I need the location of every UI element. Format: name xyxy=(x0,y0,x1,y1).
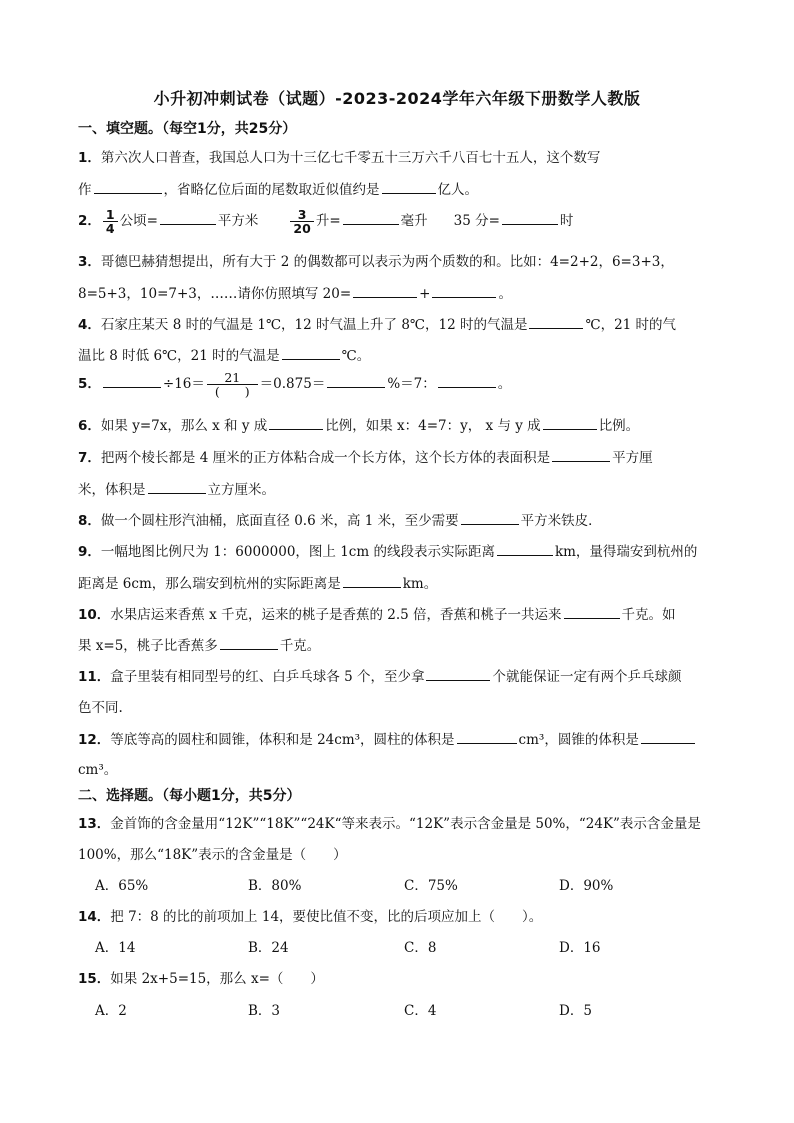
answer-blank[interactable] xyxy=(343,210,399,225)
fraction-numerator: 1 xyxy=(103,208,118,222)
question-text: 果 x=5，桃子比香蕉多 xyxy=(78,638,218,654)
fraction-denominator: 20 xyxy=(293,221,311,236)
question-text: 100%，那么“18K”表示的含金量是（ ） xyxy=(78,847,347,863)
option-b[interactable]: B．24 xyxy=(248,940,289,956)
answer-blank[interactable] xyxy=(564,604,620,619)
fraction-numerator: 21 xyxy=(207,371,258,385)
question-text: + xyxy=(419,286,431,302)
question-number: 5． xyxy=(78,376,101,392)
question-text: ÷16＝ xyxy=(162,376,205,392)
question-7-line-2 xyxy=(78,478,728,498)
option-c[interactable]: C．4 xyxy=(404,1003,437,1019)
answer-blank[interactable] xyxy=(94,179,162,194)
question-3-line-2 xyxy=(78,282,728,302)
question-text: 立方厘米。 xyxy=(207,482,275,498)
question-3-line-1 xyxy=(78,250,728,270)
option-d[interactable]: D．5 xyxy=(559,1003,592,1019)
fraction xyxy=(207,371,258,398)
question-number: 15． xyxy=(78,971,111,987)
question-8 xyxy=(78,509,728,529)
question-number: 4． xyxy=(78,317,101,333)
answer-blank[interactable] xyxy=(343,573,401,588)
question-number: 7． xyxy=(78,450,101,466)
question-text: km。 xyxy=(402,576,438,592)
question-text: ℃。 xyxy=(341,348,371,364)
question-number: 3． xyxy=(78,254,101,270)
answer-blank[interactable] xyxy=(269,415,323,430)
question-text: 距离是 6cm，那么瑞安到杭州的实际距离是 xyxy=(78,576,341,592)
question-text: ℃，21 时的气 xyxy=(585,317,677,333)
question-14 xyxy=(78,905,728,925)
question-text: 35 分= xyxy=(453,213,500,229)
question-6 xyxy=(78,414,728,434)
fraction-numerator: 3 xyxy=(290,208,313,222)
question-11-line-2 xyxy=(78,696,728,716)
option-d[interactable]: D．90% xyxy=(559,878,614,894)
question-text: 等底等高的圆柱和圆锥，体积和是 24cm³，圆柱的体积是 xyxy=(110,732,455,748)
question-text: 千克。 xyxy=(279,638,321,654)
question-13-line-2 xyxy=(78,843,728,863)
question-text: 升= xyxy=(315,213,341,229)
fraction xyxy=(290,208,313,235)
answer-blank[interactable] xyxy=(432,283,496,298)
question-text: 第六次人口普查，我国总人口为十三亿七千零五十三万六千八百七十五人，这个数写 xyxy=(100,150,601,166)
question-text: 哥德巴赫猜想提出，所有大于 2 的偶数都可以表示为两个质数的和。比如：4=2+2，6=3+3， xyxy=(100,254,674,270)
question-text: 做一个圆柱形汽油桶，底面直径 0.6 米，高 1 米，至少需要 xyxy=(100,513,459,529)
question-text: 如果 2x+5=15，那么 x=（ ） xyxy=(110,971,324,987)
question-text: 盒子里装有相同型号的红、白乒乓球各 5 个，至少拿 xyxy=(110,669,425,685)
section-one-heading: 一、填空题。（每空1分，共25分） xyxy=(78,121,297,137)
question-9-line-1 xyxy=(78,540,728,560)
question-12-line-2 xyxy=(78,758,728,778)
question-text: 平方米铁皮． xyxy=(520,513,602,529)
question-number: 14． xyxy=(78,909,111,925)
question-text: 比例，如果 x：4=7：y， x 与 y 成 xyxy=(325,418,541,434)
question-5 xyxy=(78,366,728,402)
question-number: 8． xyxy=(78,513,101,529)
question-2 xyxy=(78,204,728,238)
answer-blank[interactable] xyxy=(220,635,278,650)
question-10-line-1 xyxy=(78,603,728,623)
question-text: 把 7：8 的比的前项加上 14，要使比值不变，比的后项应加上（ ）。 xyxy=(110,909,543,925)
question-text: 。 xyxy=(497,376,512,392)
answer-blank[interactable] xyxy=(426,666,490,681)
answer-blank[interactable] xyxy=(641,729,695,744)
question-text: 温比 8 时低 6℃，21 时的气温是 xyxy=(78,348,280,364)
question-text: 千克。如 xyxy=(621,607,676,623)
answer-blank[interactable] xyxy=(552,447,610,462)
question-text: 亿人。 xyxy=(437,182,478,198)
question-text: 金首饰的含金量用“12K”“18K”“24K“等来表示。“12K”表示含金量是 50%，“24K”表示含金量是 xyxy=(110,816,701,832)
question-number: 9． xyxy=(78,544,101,560)
option-c[interactable]: C．8 xyxy=(404,940,437,956)
option-c[interactable]: C．75% xyxy=(404,878,458,894)
question-7-line-1 xyxy=(78,446,728,466)
question-number: 1． xyxy=(78,150,101,166)
question-4-line-1 xyxy=(78,313,728,333)
option-a[interactable]: A．65% xyxy=(95,878,149,894)
option-a[interactable]: A．2 xyxy=(95,1003,127,1019)
question-number: 11． xyxy=(78,669,111,685)
question-13-line-1 xyxy=(78,812,728,832)
fraction-denominator[interactable]: ( ) xyxy=(214,384,250,399)
answer-blank[interactable] xyxy=(529,314,583,329)
question-text: 平方厘 xyxy=(612,450,653,466)
question-text: 比例。 xyxy=(598,418,640,434)
question-1-line-2 xyxy=(78,178,728,198)
question-15 xyxy=(78,967,728,987)
question-text: ，省略亿位后面的尾数取近似值约是 xyxy=(163,182,380,198)
question-11-line-1 xyxy=(78,665,728,685)
question-number: 13． xyxy=(78,816,111,832)
answer-blank[interactable] xyxy=(502,210,558,225)
fraction-denominator: 4 xyxy=(105,221,115,236)
question-number: 2． xyxy=(78,213,101,229)
question-text: cm³。 xyxy=(78,762,118,778)
question-12-line-1 xyxy=(78,728,728,748)
question-text: 水果店运来香蕉 x 千克，运来的桃子是香蕉的 2.5 倍，香蕉和桃子一共运来 xyxy=(110,607,562,623)
option-b[interactable]: B．3 xyxy=(248,1003,281,1019)
question-text: %＝7： xyxy=(387,376,436,392)
answer-blank[interactable] xyxy=(461,510,519,525)
answer-blank[interactable] xyxy=(438,373,496,388)
question-text: 把两个棱长都是 4 厘米的正方体粘合成一个长方体，这个长方体的表面积是 xyxy=(100,450,551,466)
answer-blank[interactable] xyxy=(148,479,206,494)
question-text: 如果 y=7x，那么 x 和 y 成 xyxy=(100,418,268,434)
question-text: ＝0.875＝ xyxy=(259,376,326,392)
question-text: km，量得瑞安到杭州的 xyxy=(554,544,698,560)
question-text: 。 xyxy=(498,286,512,302)
answer-blank[interactable] xyxy=(327,373,385,388)
question-text: cm³，圆锥的体积是 xyxy=(518,732,639,748)
question-number: 6． xyxy=(78,418,101,434)
question-text: 公顷= xyxy=(119,213,158,229)
section-two-heading: 二、选择题。（每小题1分，共5分） xyxy=(78,788,301,804)
answer-blank[interactable] xyxy=(382,179,436,194)
question-text: 时 xyxy=(559,213,574,229)
question-10-line-2 xyxy=(78,634,728,654)
question-text: 个就能保证一定有两个乒乓球颜 xyxy=(492,669,682,685)
question-text: 石家庄某天 8 时的气温是 1℃，12 时气温上升了 8℃，12 时的气温是 xyxy=(100,317,528,333)
option-a[interactable]: A．14 xyxy=(95,940,136,956)
question-text: 8=5+3，10=7+3，……请你仿照填写 20= xyxy=(78,286,352,302)
question-1-line-1 xyxy=(78,146,728,166)
question-4-line-2 xyxy=(78,344,728,364)
answer-blank[interactable] xyxy=(103,373,161,388)
answer-blank[interactable] xyxy=(353,283,417,298)
question-text: 作 xyxy=(78,182,92,198)
fraction xyxy=(103,208,118,235)
answer-blank[interactable] xyxy=(160,210,216,225)
question-text: 一幅地图比例尺为 1：6000000，图上 1cm 的线段表示实际距离 xyxy=(100,544,495,560)
question-text: 色不同. xyxy=(78,700,123,716)
answer-blank[interactable] xyxy=(282,345,340,360)
question-9-line-2 xyxy=(78,572,728,592)
page-title: 小升初冲刺试卷（试题）-2023-2024学年六年级下册数学人教版 xyxy=(153,89,641,108)
answer-blank[interactable] xyxy=(543,415,597,430)
answer-blank[interactable] xyxy=(497,541,553,556)
question-number: 12． xyxy=(78,732,111,748)
question-text: 毫升 xyxy=(400,213,428,229)
answer-blank[interactable] xyxy=(457,729,517,744)
question-text: 米，体积是 xyxy=(78,482,146,498)
option-b[interactable]: B．80% xyxy=(248,878,302,894)
question-number: 10． xyxy=(78,607,111,623)
question-text: 平方米 xyxy=(217,213,259,229)
option-d[interactable]: D．16 xyxy=(559,940,601,956)
